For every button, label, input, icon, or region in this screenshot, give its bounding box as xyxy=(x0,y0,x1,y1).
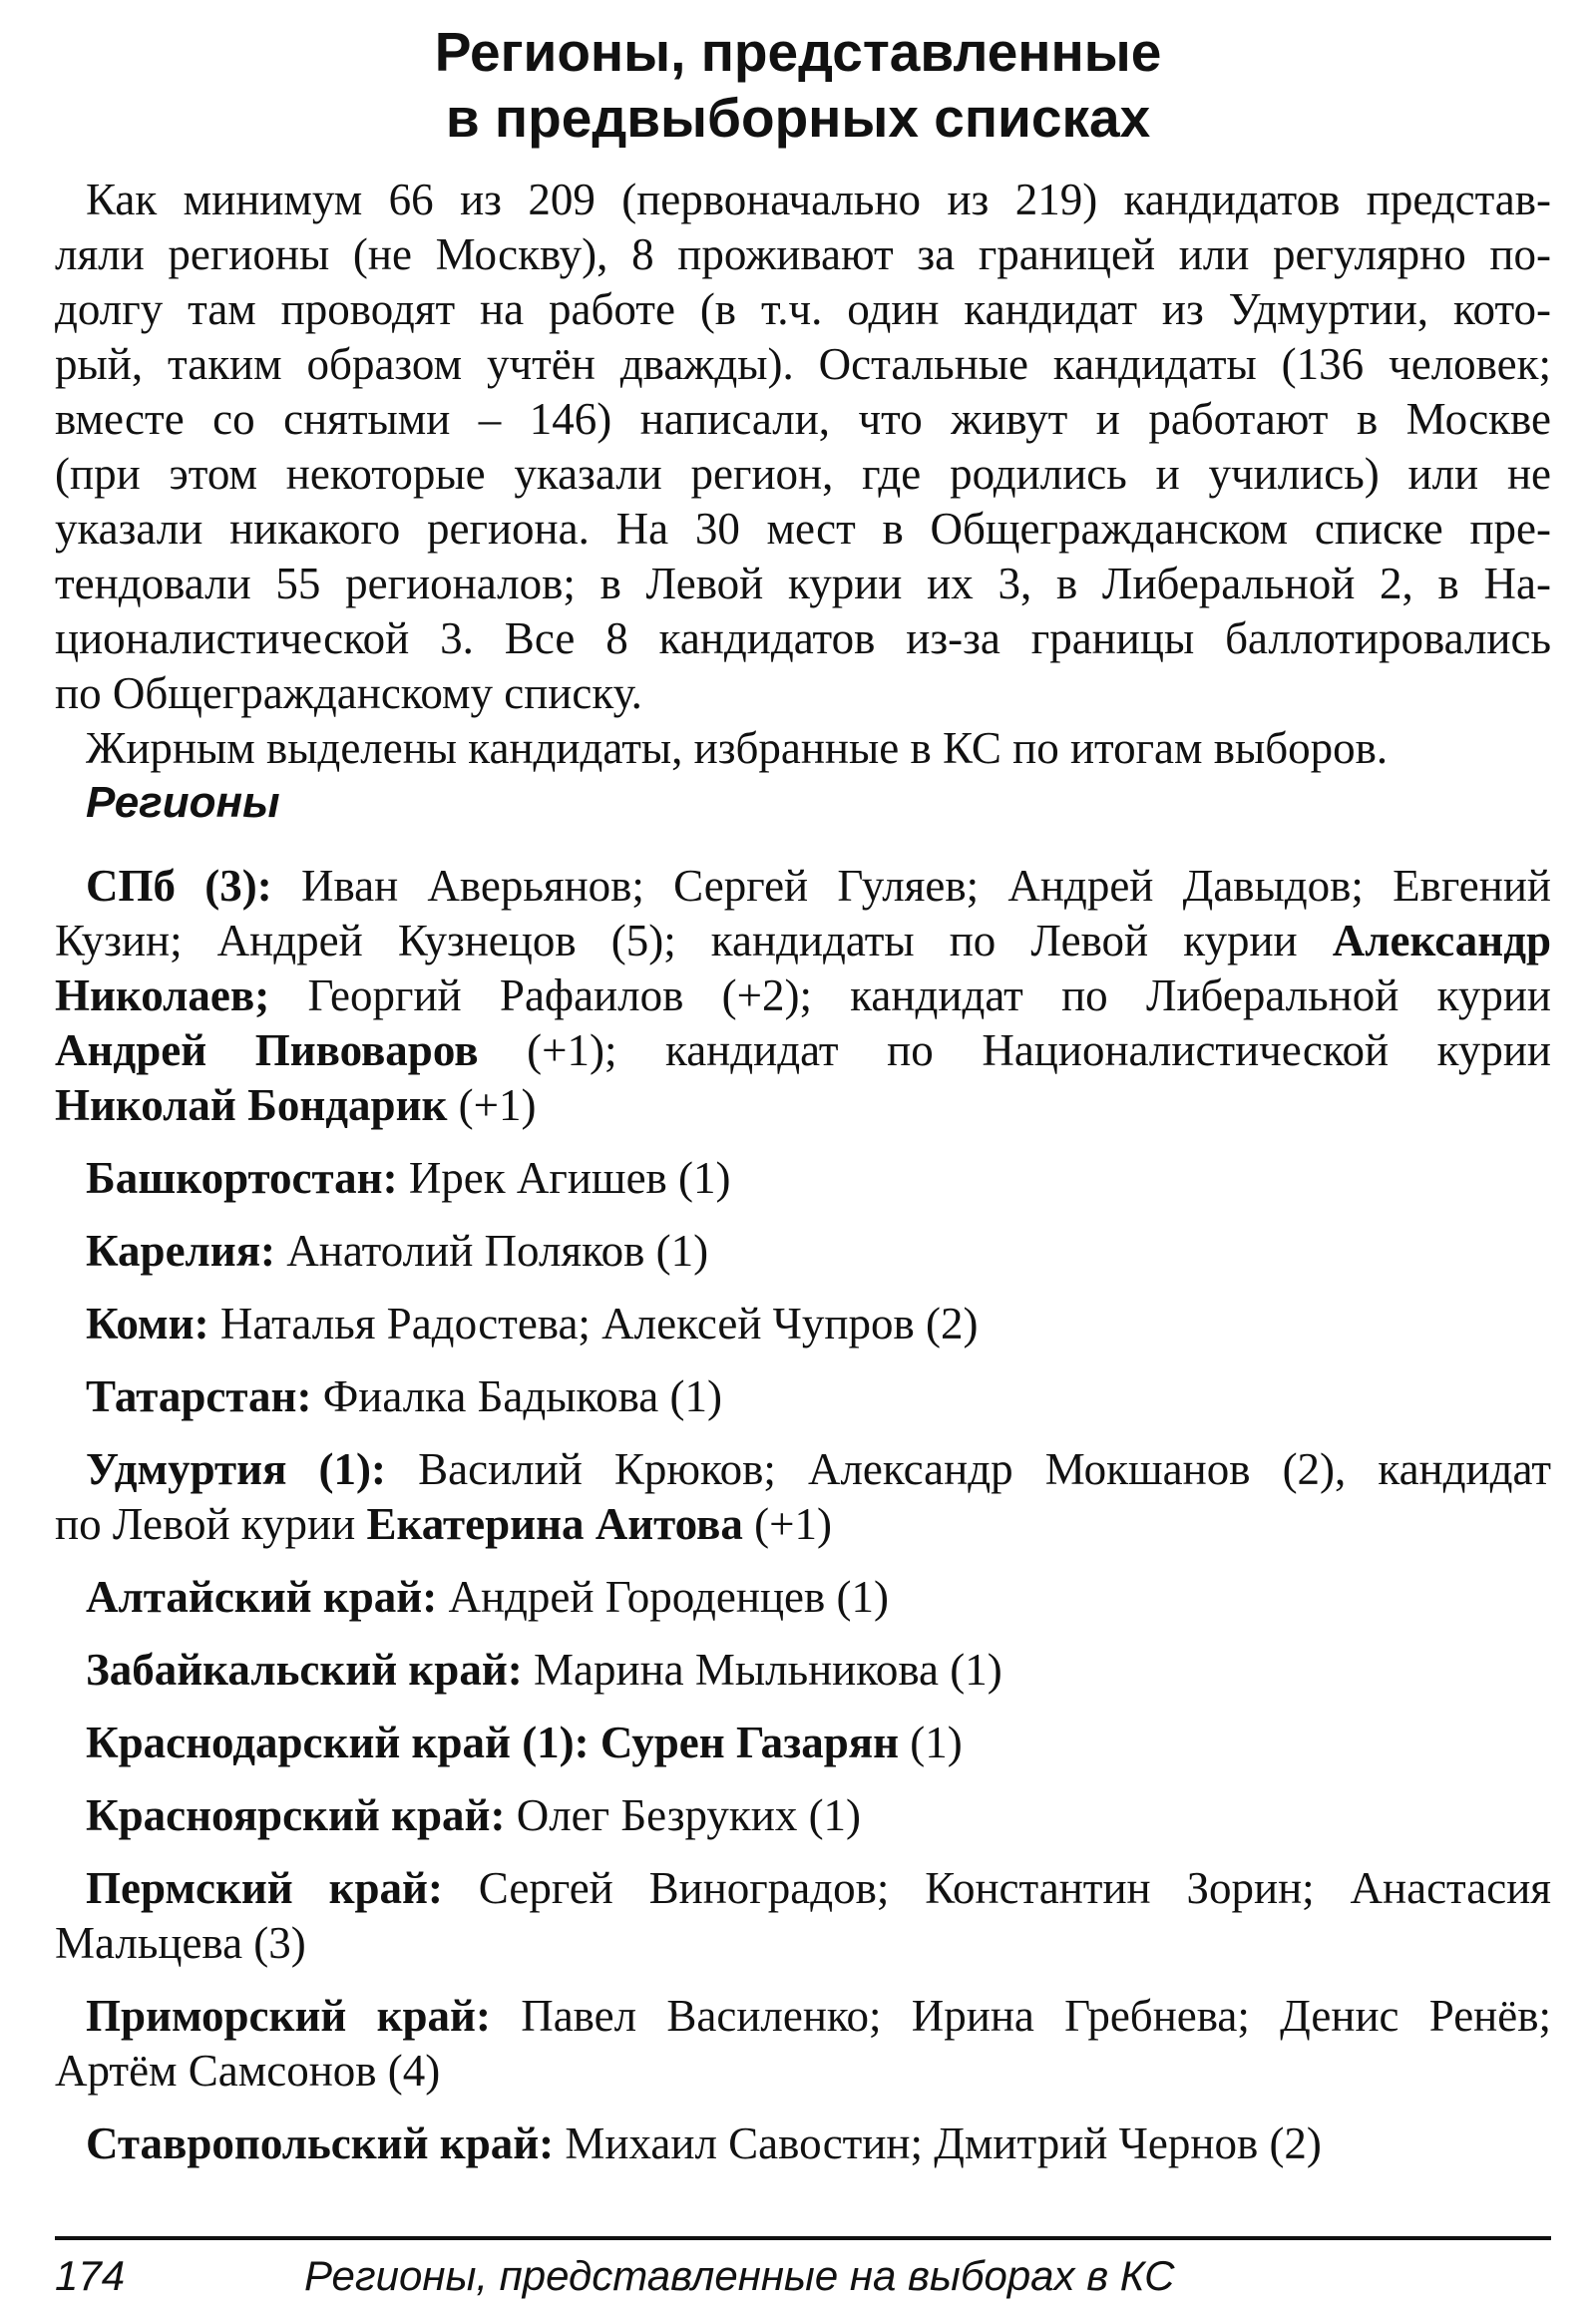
candidate-text: (1) xyxy=(899,1718,963,1767)
region-entry xyxy=(55,1989,1551,2099)
page-title-line-2: в предвыборных списках xyxy=(445,87,1151,149)
elected-or-region-text: Александр xyxy=(1332,916,1551,965)
region-entry xyxy=(55,1369,1551,1424)
region-list xyxy=(55,859,1551,2171)
region-entry-line xyxy=(55,1989,1551,2044)
region-entry-line xyxy=(55,1151,1551,1206)
page-body xyxy=(55,173,1551,2171)
candidate-text: Павел Василенко; Ирина Гребнева; Денис Ренёв; xyxy=(490,1991,1551,2041)
section-heading: Регионы xyxy=(86,778,280,827)
candidate-text: (+1); кандидат по Националистической курии xyxy=(478,1025,1551,1075)
candidate-text: Анатолий Поляков (1) xyxy=(275,1226,709,1276)
region-entry xyxy=(55,1643,1551,1698)
intro-line: Как минимум 66 из 209 (первоначально из 219) кандидатов представ- xyxy=(86,175,1551,224)
elected-or-region-text: Удмуртия (1): xyxy=(86,1444,386,1494)
candidate-text: Иван Аверьянов; Сергей Гуляев; Андрей Давыдов; Евгений xyxy=(271,861,1551,911)
region-entry-line xyxy=(55,1369,1551,1424)
elected-or-region-text: Пермский край: xyxy=(86,1863,443,1913)
elected-or-region-text: СПб (3): xyxy=(86,861,272,911)
region-entry-line xyxy=(55,1224,1551,1279)
region-entry-line xyxy=(55,1297,1551,1351)
region-entry-line xyxy=(55,2044,1551,2099)
intro-line: долгу там проводят на работе (в т.ч. один кандидат из Удмуртии, кото- xyxy=(55,284,1551,334)
elected-or-region-text: Карелия: xyxy=(86,1226,276,1276)
region-entry xyxy=(55,859,1551,1133)
elected-or-region-text: Андрей Пивоваров xyxy=(55,1025,479,1075)
region-entry xyxy=(55,1224,1551,1279)
elected-or-region-text: Краснодарский край (1): Сурен Газарян xyxy=(86,1718,900,1767)
candidate-text: Мальцева (3) xyxy=(55,1918,306,1968)
candidate-text: (+1) xyxy=(742,1499,832,1549)
candidate-text: Андрей Городенцев (1) xyxy=(437,1572,889,1622)
region-entry-line xyxy=(55,1788,1551,1843)
candidate-text: Артём Самсонов (4) xyxy=(55,2046,441,2096)
region-entry-line xyxy=(55,1078,1551,1133)
region-entry xyxy=(55,1297,1551,1351)
region-entry-line xyxy=(55,1916,1551,1971)
page-title xyxy=(0,19,1596,151)
bold-note: Жирным выделены кандидаты, избранные в КС по итогам выборов. xyxy=(86,723,1389,773)
candidate-text: Фиалка Бадыкова (1) xyxy=(311,1371,722,1421)
intro-line: рый, таким образом учтён дважды). Остальные кандидаты (136 человек; xyxy=(55,339,1551,389)
region-entry-line xyxy=(55,1570,1551,1625)
candidate-text: Олег Безруких (1) xyxy=(505,1790,862,1840)
region-entry-line xyxy=(55,859,1551,914)
candidate-text: Георгий Рафаилов (+2); кандидат по Либеральной курии xyxy=(269,970,1551,1020)
candidate-text: Василий Крюков; Александр Мокшанов (2), кандидат xyxy=(386,1444,1551,1494)
region-entry-line xyxy=(55,1643,1551,1698)
candidate-text: Кузин; Андрей Кузнецов (5); кандидаты по Левой курии xyxy=(55,916,1333,965)
elected-or-region-text: Николаев; xyxy=(55,970,270,1020)
region-entry xyxy=(55,1788,1551,1843)
region-entry-line xyxy=(55,1497,1551,1552)
region-entry-line xyxy=(55,1861,1551,1916)
page-title-line-1: Регионы, представленные xyxy=(434,21,1162,83)
intro-line: (при этом некоторые указали регион, где родились и учились) или не xyxy=(55,449,1551,499)
intro-line: тендовали 55 регионалов; в Левой курии их 3, в Либеральной 2, в На- xyxy=(55,559,1551,608)
intro-line: указали никакого региона. На 30 мест в Общегражданском списке пре- xyxy=(55,504,1551,554)
elected-or-region-text: Красноярский край: xyxy=(86,1790,506,1840)
region-entry-line xyxy=(55,1716,1551,1770)
region-entry xyxy=(55,1151,1551,1206)
elected-or-region-text: Алтайский край: xyxy=(86,1572,438,1622)
intro-line: ляли регионы (не Москву), 8 проживают за границей или регулярно по- xyxy=(55,229,1551,279)
region-entry-line xyxy=(55,2116,1551,2171)
region-entry-line xyxy=(55,1023,1551,1078)
elected-or-region-text: Коми: xyxy=(86,1299,209,1348)
page-number: 174 xyxy=(55,2252,126,2299)
candidate-text: (+1) xyxy=(447,1080,537,1130)
intro-line: по Общегражданскому списку. xyxy=(55,668,642,718)
elected-or-region-text: Екатерина Аитова xyxy=(366,1499,743,1549)
running-title: Регионы, представленные на выборах в КС xyxy=(304,2252,1175,2299)
elected-or-region-text: Забайкальский край: xyxy=(86,1645,523,1695)
region-entry xyxy=(55,1442,1551,1552)
elected-or-region-text: Приморский край: xyxy=(86,1991,491,2041)
candidate-text: Михаил Савостин; Дмитрий Чернов (2) xyxy=(554,2118,1322,2168)
region-entry-line xyxy=(55,914,1551,968)
region-entry xyxy=(55,2116,1551,2171)
region-entry-line xyxy=(55,968,1551,1023)
candidate-text: по Левой курии xyxy=(55,1499,367,1549)
candidate-text: Марина Мыльникова (1) xyxy=(522,1645,1002,1695)
candidate-text: Наталья Радостева; Алексей Чупров (2) xyxy=(208,1299,979,1348)
elected-or-region-text: Ставропольский край: xyxy=(86,2118,555,2168)
region-entry xyxy=(55,1861,1551,1971)
candidate-text: Ирек Агишев (1) xyxy=(397,1153,731,1203)
elected-or-region-text: Татарстан: xyxy=(86,1371,312,1421)
region-entry-line xyxy=(55,1442,1551,1497)
intro-line: вместе со снятыми – 146) написали, что живут и работают в Москве xyxy=(55,394,1551,444)
candidate-text: Сергей Виноградов; Константин Зорин; Анастасия xyxy=(442,1863,1551,1913)
elected-or-region-text: Николай Бондарик xyxy=(55,1080,448,1130)
intro-paragraph xyxy=(55,173,1551,721)
footer-rule xyxy=(55,2236,1551,2240)
region-entry xyxy=(55,1716,1551,1770)
region-entry xyxy=(55,1570,1551,1625)
intro-line: ционалистической 3. Все 8 кандидатов из-за границы баллотировались xyxy=(55,613,1551,663)
elected-or-region-text: Башкортостан: xyxy=(86,1153,398,1203)
